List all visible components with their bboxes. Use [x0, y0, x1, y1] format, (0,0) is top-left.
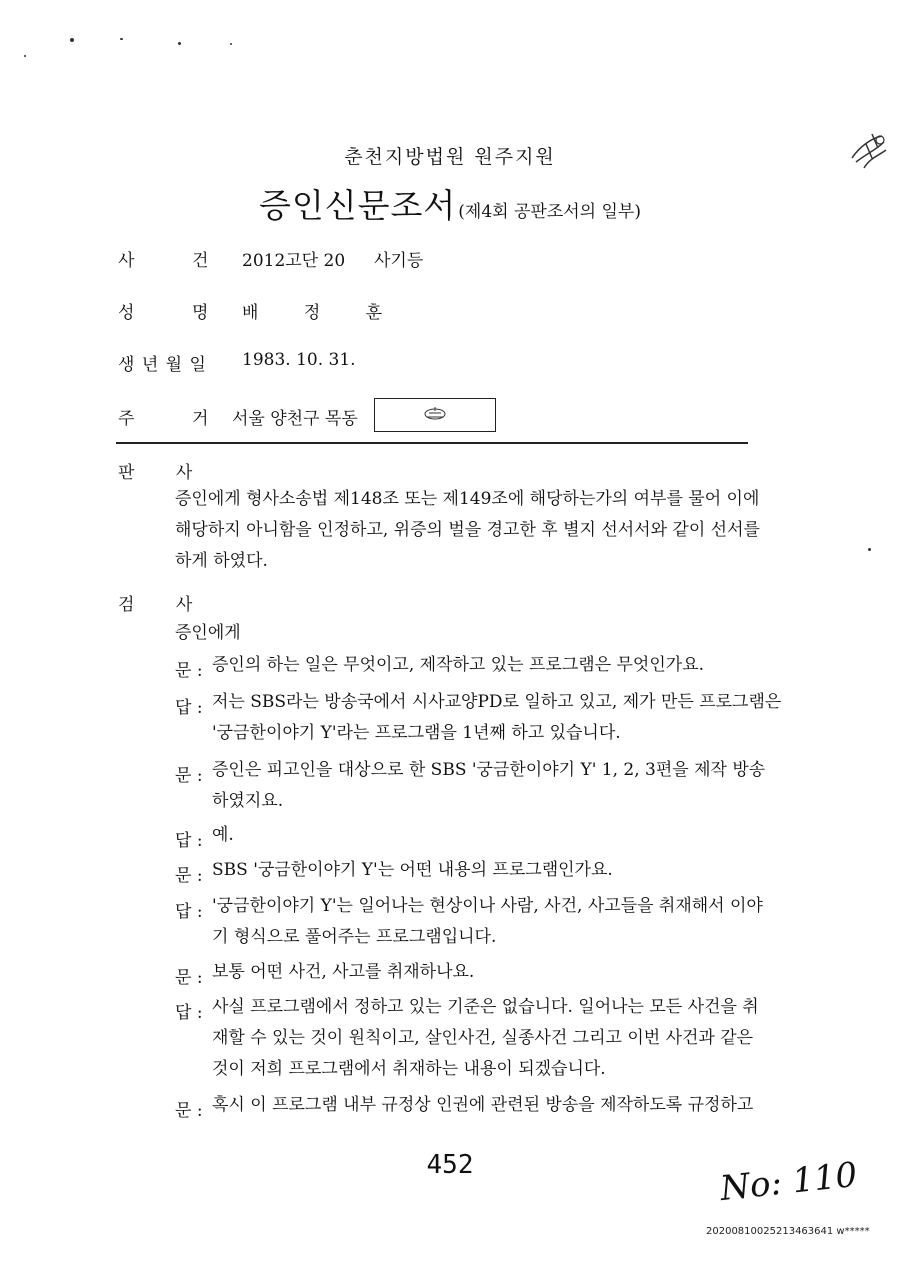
document-title-block	[0, 180, 900, 227]
scan-speck	[70, 38, 74, 42]
case-charge: 사기등	[374, 251, 424, 271]
scan-speck	[24, 55, 26, 57]
qa-line: 증인의 하는 일은 무엇이고, 제작하고 있는 프로그램은 무엇인가요.	[212, 655, 705, 675]
qa-tag: 문 :	[175, 1101, 203, 1121]
address-label-b: 거	[192, 409, 209, 429]
qa-entry	[212, 687, 812, 749]
judge-paragraph	[175, 484, 805, 577]
scan-speck	[868, 548, 871, 551]
handwritten-number: No: 110	[718, 1154, 860, 1210]
qa-tag: 답 :	[175, 1003, 203, 1023]
judge-line: 해당하지 아니함을 인정하고, 위증의 벌을 경고한 후 별지 선서서와 같이 선서를	[175, 520, 760, 540]
scan-speck	[178, 42, 181, 45]
qa-entry	[212, 1090, 812, 1121]
address-label-a: 주	[118, 409, 135, 429]
birth-label: 생 년 월 일	[118, 355, 207, 375]
qa-tag: 문 :	[175, 866, 203, 886]
case-number: 2012고단 20	[242, 251, 346, 271]
qa-entry	[212, 820, 812, 851]
qa-tag: 문 :	[175, 968, 203, 988]
to-witness: 증인에게	[175, 623, 241, 643]
qa-line: SBS '궁금한이야기 Y'는 어떤 내용의 프로그램인가요.	[212, 860, 613, 880]
redaction-seal-icon	[423, 405, 447, 423]
qa-tag: 답 :	[175, 831, 203, 851]
court-name: 춘천지방법원 원주지원	[344, 146, 556, 168]
scan-speck	[120, 38, 123, 40]
qa-line: 증인은 피고인을 대상으로 한 SBS '궁금한이야기 Y' 1, 2, 3편을 제작 방송	[212, 760, 766, 780]
redacted-address-box	[374, 398, 496, 432]
name-label-a: 성	[118, 303, 135, 323]
qa-entry	[212, 855, 812, 886]
qa-line: 것이 저희 프로그램에서 취재하는 내용이 되겠습니다.	[212, 1059, 606, 1079]
prosecutor-label: 검 사	[118, 595, 211, 615]
document-title: 증인신문조서	[259, 186, 457, 225]
qa-line: 혹시 이 프로그램 내부 규정상 인권에 관련된 방송을 제작하도록 규정하고	[212, 1095, 754, 1115]
name-label-b: 명	[192, 303, 209, 323]
qa-line: '궁금한이야기 Y'라는 프로그램을 1년째 하고 있습니다.	[212, 723, 621, 743]
qa-line: 예.	[212, 825, 234, 845]
qa-entry	[212, 992, 812, 1085]
qa-entry	[212, 891, 812, 953]
qa-tag: 답 :	[175, 902, 203, 922]
qa-line: 보통 어떤 사건, 사고를 취재하나요.	[212, 962, 475, 982]
judge-line: 증인에게 형사소송법 제148조 또는 제149조에 해당하는가의 여부를 물어 이에	[175, 489, 760, 509]
qa-line: 기 형식으로 풀어주는 프로그램입니다.	[212, 927, 497, 947]
page-number: 452	[426, 1150, 474, 1180]
header-divider	[116, 442, 748, 444]
address-value: 서울 양천구 목동	[232, 409, 358, 429]
witness-name: 배 정 훈	[242, 303, 403, 323]
qa-line: 재할 수 있는 것이 원칙이고, 살인사건, 실종사건 그리고 이번 사건과 같은	[212, 1028, 754, 1048]
case-label-b: 건	[192, 251, 209, 271]
qa-line: 사실 프로그램에서 정하고 있는 기준은 없습니다. 일어나는 모든 사건을 취	[212, 997, 759, 1017]
qa-line: '궁금한이야기 Y'는 일어나는 현상이나 사람, 사건, 사고들을 취재해서 이야	[212, 896, 763, 916]
qa-tag: 문 :	[175, 661, 203, 681]
qa-line: 저는 SBS라는 방송국에서 시사교양PD로 일하고 있고, 제가 만든 프로그램은	[212, 692, 782, 712]
qa-line: 하였지요.	[212, 791, 284, 811]
document-subtitle: (제4회 공판조서의 일부)	[458, 202, 641, 222]
qa-tag: 답 :	[175, 698, 203, 718]
judge-label: 판 사	[118, 463, 211, 483]
qa-tag: 문 :	[175, 766, 203, 786]
qa-entry	[212, 755, 812, 817]
case-label-a: 사	[118, 251, 135, 271]
qa-entry	[212, 957, 812, 988]
qa-entry	[212, 650, 812, 681]
birth-date: 1983. 10. 31.	[242, 350, 356, 370]
scan-speck	[230, 43, 232, 45]
footer-document-id: 20200810025213463641 w*****	[706, 1226, 870, 1237]
judge-line: 하게 하였다.	[175, 551, 268, 571]
